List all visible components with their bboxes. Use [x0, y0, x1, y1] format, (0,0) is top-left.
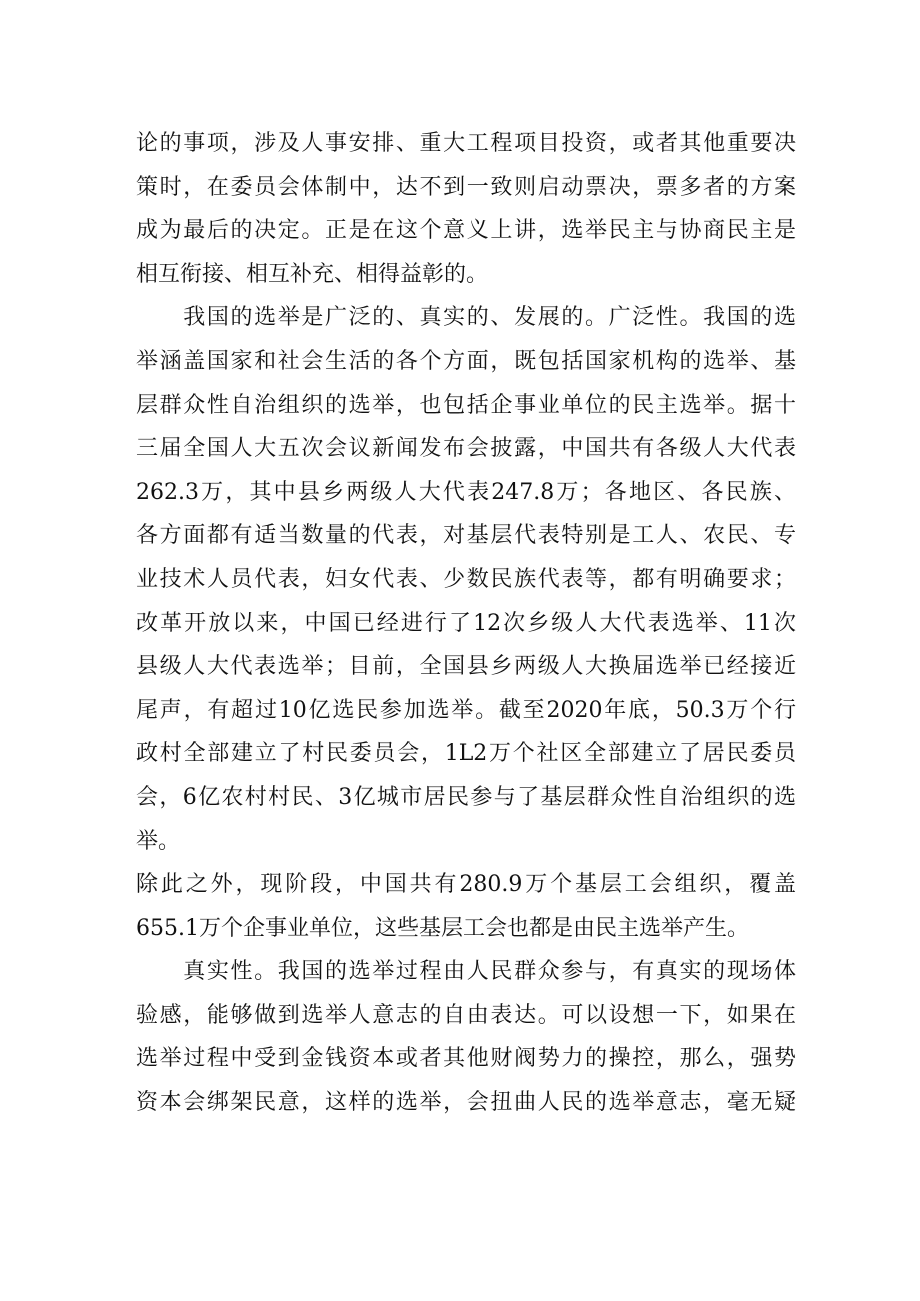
- text-line: 资本会绑架民意，这样的选举，会扭曲人民的选举意志，毫无疑: [136, 1090, 796, 1116]
- text-line: 举涵盖国家和社会生活的各个方面，既包括国家机构的选举、基: [136, 348, 796, 374]
- text-line: 除此之外，现阶段，中国共有280.9万个基层工会组织，覆盖: [136, 872, 796, 898]
- text-line: 真实性。我国的选举过程由人民群众参与，有真实的现场体: [136, 959, 796, 985]
- text-line: 举。: [136, 828, 181, 854]
- text-line: 政村全部建立了村民委员会，1L2万个社区全部建立了居民委员: [136, 741, 796, 767]
- text-line: 655.1万个企事业单位，这些基层工会也都是由民主选举产生。: [136, 915, 749, 941]
- text-line: 会，6亿农村村民、3亿城市居民参与了基层群众性自治组织的选: [136, 784, 796, 810]
- text-line: 业技术人员代表，妇女代表、少数民族代表等，都有明确要求；: [136, 566, 796, 592]
- text-line: 成为最后的决定。正是在这个意义上讲，选举民主与协商民主是: [136, 218, 796, 244]
- text-line: 各方面都有适当数量的代表，对基层代表特别是工人、农民、专: [136, 523, 796, 549]
- text-line: 选举过程中受到金钱资本或者其他财阀势力的操控，那么，强势: [136, 1046, 796, 1072]
- text-line: 我国的选举是广泛的、真实的、发展的。广泛性。我国的选: [136, 305, 796, 331]
- text-line: 层群众性自治组织的选举，也包括企事业单位的民主选举。据十: [136, 392, 796, 418]
- text-line: 论的事项，涉及人事安排、重大工程项目投资，或者其他重要决: [136, 131, 796, 156]
- text-line: 相互衔接、相互补充、相得益彰的。: [136, 261, 489, 287]
- text-line: 验感，能够做到选举人意志的自由表达。可以设想一下，如果在: [136, 1002, 796, 1028]
- text-line: 尾声，有超过10亿选民参加选举。截至2020年底，50.3万个行: [136, 697, 796, 723]
- body-text: [136, 122, 796, 1125]
- text-line: 三届全国人大五次会议新闻发布会披露，中国共有各级人大代表: [136, 436, 796, 462]
- text-line: 262.3万，其中县乡两级人大代表247.8万；各地区、各民族、: [136, 479, 796, 505]
- text-line: 策时，在委员会体制中，达不到一致则启动票决，票多者的方案: [136, 174, 796, 200]
- text-line: 改革开放以来，中国已经进行了12次乡级人大代表选举、11次: [136, 610, 796, 636]
- text-line: 县级人大代表选举；目前，全国县乡两级人大换届选举已经接近: [136, 654, 796, 680]
